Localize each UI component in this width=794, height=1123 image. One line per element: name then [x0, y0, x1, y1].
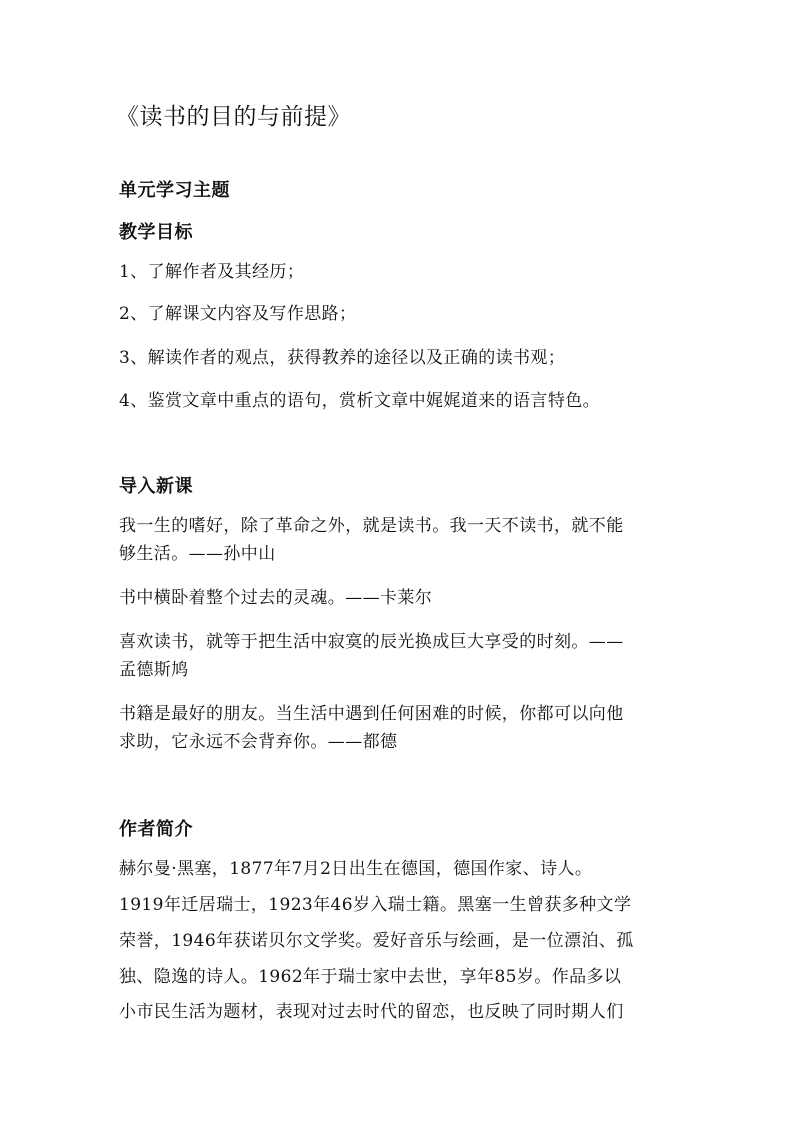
quote-line: 我一生的嗜好，除了革命之外，就是读书。我一天不读书，就不能 — [119, 516, 624, 536]
goal-item: 2、了解课文内容及写作思路； — [119, 304, 357, 324]
heading-intro: 导入新课 — [119, 476, 193, 497]
quote-line: 书籍是最好的朋友。当生活中遇到任何困难的时候，你都可以向他 — [119, 704, 624, 724]
author-line: 小市民生活为题材，表现对过去时代的留恋，也反映了同时期人们 — [119, 1002, 624, 1022]
author-line: 独、隐逸的诗人。1962年于瑞士家中去世，享年85岁。作品多以 — [119, 967, 622, 987]
quote-line: 喜欢读书，就等于把生活中寂寞的辰光换成巨大享受的时刻。—— — [119, 632, 624, 652]
quote-line: 孟德斯鸠 — [119, 660, 189, 680]
goal-item: 3、解读作者的观点，获得教养的途径以及正确的读书观； — [119, 348, 566, 368]
heading-teaching-goals: 教学目标 — [119, 222, 193, 243]
quote-line: 书中横卧着整个过去的灵魂。——卡莱尔 — [119, 588, 433, 608]
quote-line: 求助，它永远不会背弃你。——都德 — [119, 732, 398, 752]
goal-item: 1、了解作者及其经历； — [119, 262, 305, 282]
heading-author: 作者简介 — [119, 819, 193, 840]
author-line: 赫尔曼·黑塞，1877年7月2日出生在德国，德国作家、诗人。 — [119, 859, 593, 879]
quote-line: 够生活。——孙中山 — [119, 544, 276, 564]
author-line: 荣誉，1946年获诺贝尔文学奖。爱好音乐与绘画，是一位漂泊、孤 — [119, 931, 634, 951]
goal-item: 4、鉴赏文章中重点的语句，赏析文章中娓娓道来的语言特色。 — [119, 391, 601, 411]
author-line: 1919年迁居瑞士，1923年46岁入瑞士籍。黑塞一生曾获多种文学 — [119, 895, 632, 915]
heading-unit-theme: 单元学习主题 — [119, 180, 230, 201]
document-title: 《读书的目的与前提》 — [116, 104, 351, 130]
